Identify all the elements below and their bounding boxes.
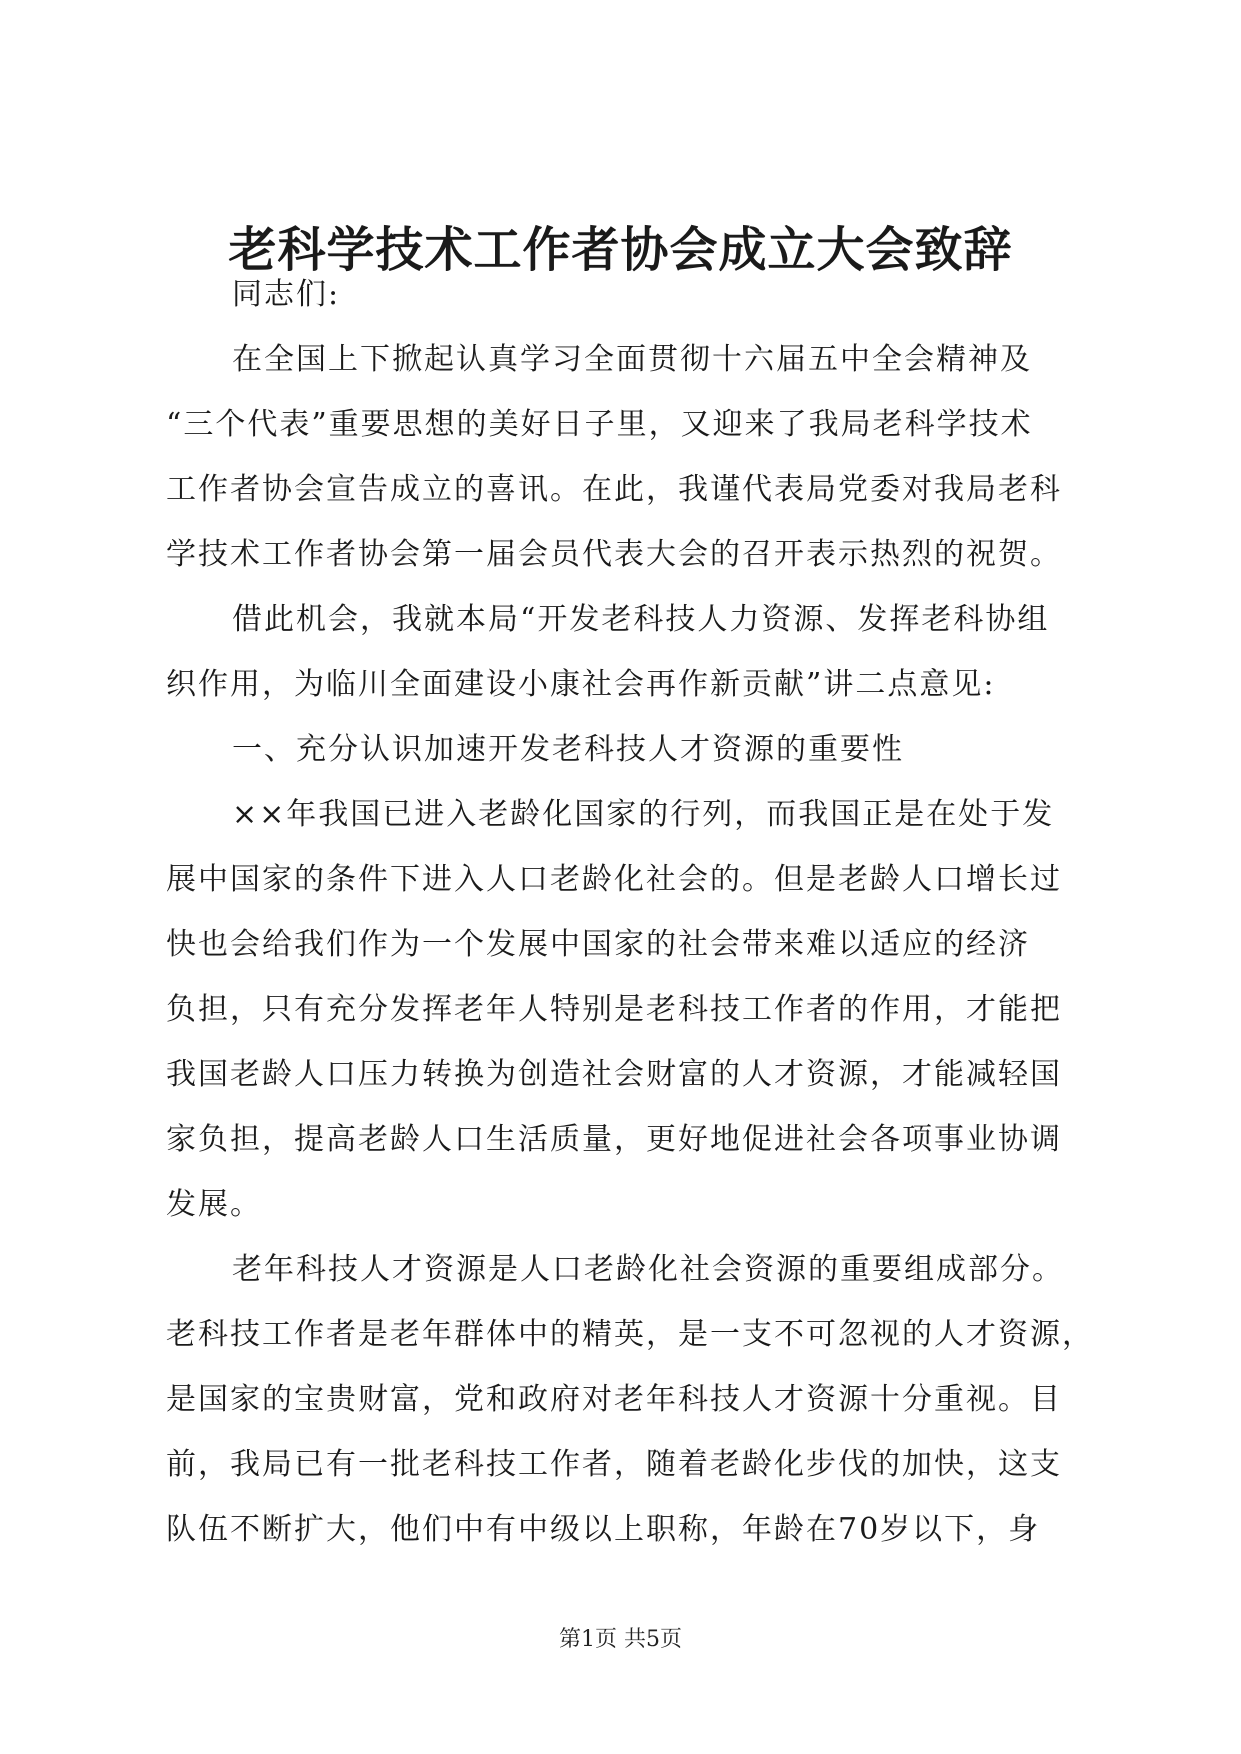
text-line: 我国老龄人口压力转换为创造社会财富的人才资源，才能减轻国 (166, 1057, 1062, 1092)
text-line: 前，我局已有一批老科技工作者，随着老龄化步伐的加快，这支 (166, 1447, 1062, 1482)
text-line: 老科技工作者是老年群体中的精英，是一支不可忽视的人才资源， (166, 1317, 1094, 1352)
text-line: 快也会给我们作为一个发展中国家的社会带来难以适应的经济 (166, 927, 1030, 962)
text-line: 同志们: (232, 277, 341, 312)
paragraph-talent (166, 1237, 1094, 1562)
text-line: “三个代表”重要思想的美好日子里，又迎来了我局老科学技术 (166, 407, 1033, 442)
text-line: 负担，只有充分发挥老年人特别是老科技工作者的作用，才能把 (166, 992, 1062, 1027)
text-line: 在全国上下掀起认真学习全面贯彻十六届五中全会精神及 (232, 342, 1032, 377)
text-line: 一、充分认识加速开发老科技人才资源的重要性 (232, 732, 904, 767)
text-line: 展中国家的条件下进入人口老龄化社会的。但是老龄人口增长过 (166, 862, 1062, 897)
page-footer: 第1页 共5页 (559, 1627, 682, 1652)
text-line: 家负担，提高老龄人口生活质量，更好地促进社会各项事业协调 (166, 1122, 1062, 1157)
text-line: ××年我国已进入老龄化国家的行列，而我国正是在处于发 (232, 797, 1055, 832)
paragraph-opening (166, 327, 1086, 587)
text-line: 学技术工作者协会第一届会员代表大会的召开表示热烈的祝贺。 (166, 537, 1062, 572)
text-line: 老年科技人才资源是人口老龄化社会资源的重要组成部分。 (232, 1252, 1064, 1287)
document-body (166, 262, 1094, 1562)
text-line: 发展。 (166, 1187, 262, 1222)
paragraph-salutation (166, 262, 1086, 327)
paragraph-intro (166, 587, 1086, 717)
document-title: 老科学技术工作者协会成立大会致辞 (228, 222, 1013, 278)
text-line: 织作用，为临川全面建设小康社会再作新贡献”讲二点意见: (166, 667, 996, 702)
text-line: 队伍不断扩大，他们中有中级以上职称，年龄在70岁以下，身 (166, 1512, 1041, 1547)
text-line: 借此机会，我就本局“开发老科技人力资源、发挥老科协组 (232, 602, 1050, 637)
text-line: 工作者协会宣告成立的喜讯。在此，我谨代表局党委对我局老科 (166, 472, 1062, 507)
text-line: 是国家的宝贵财富，党和政府对老年科技人才资源十分重视。目 (166, 1382, 1062, 1417)
section-heading-1 (166, 717, 1086, 782)
paragraph-aging (166, 782, 1086, 1237)
